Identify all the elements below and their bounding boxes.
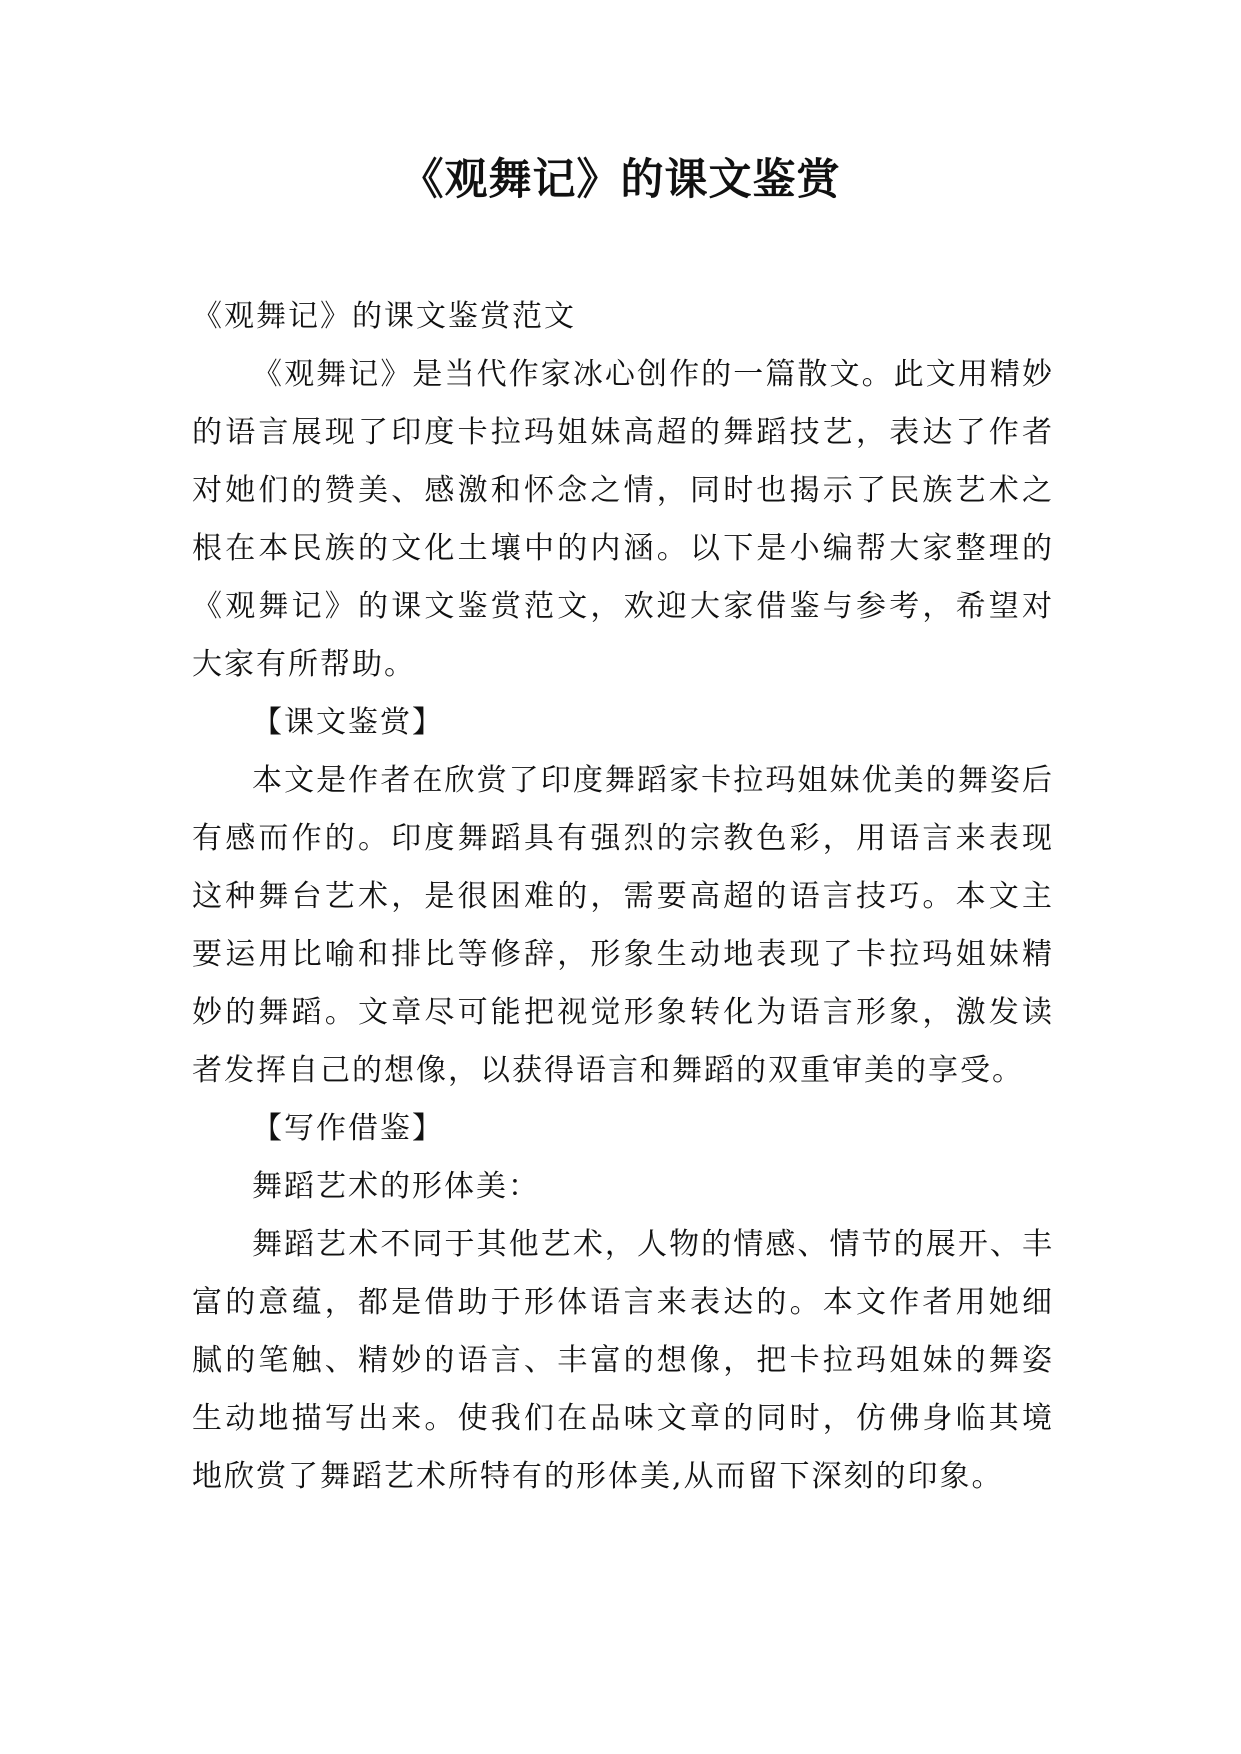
writing-subheading: 舞蹈艺术的形体美： [252, 1169, 540, 1204]
section-heading-writing: 【写作借鉴】 [252, 1111, 444, 1146]
intro-paragraph: 《观舞记》是当代作家冰心创作的一篇散文。此文用精妙的语言展现了印度卡拉玛姐妹高超的舞蹈技艺，表达了作者对她们的赞美、感激和怀念之情，同时也揭示了民族艺术之根在本民族的文化土壤中的内涵。以下是小编帮大家整理的《观舞记》的课文鉴赏范文，欢迎大家借鉴与参考，希望对大家有所帮助。 [192, 357, 1054, 682]
writing-paragraph: 舞蹈艺术不同于其他艺术，人物的情感、情节的展开、丰富的意蕴，都是借助于形体语言来表达的。本文作者用她细腻的笔触、精妙的语言、丰富的想像，把卡拉玛姐妹的舞姿生动地描写出来。使我们在品味文章的同时，仿佛身临其境地欣赏了舞蹈艺术所特有的形体美,从而留下深刻的印象。 [192, 1227, 1054, 1494]
document-subtitle: 《观舞记》的课文鉴赏范文 [192, 299, 576, 334]
section-heading-appreciation: 【课文鉴赏】 [252, 705, 444, 740]
document-title: 《观舞记》的课文鉴赏 [400, 155, 841, 205]
document-body [192, 288, 1054, 1506]
appreciation-paragraph: 本文是作者在欣赏了印度舞蹈家卡拉玛姐妹优美的舞姿后有感而作的。印度舞蹈具有强烈的宗教色彩，用语言来表现这种舞台艺术，是很困难的，需要高超的语言技巧。本文主要运用比喻和排比等修辞，形象生动地表现了卡拉玛姐妹精妙的舞蹈。文章尽可能把视觉形象转化为语言形象，激发读者发挥自己的想像，以获得语言和舞蹈的双重审美的享受。 [192, 763, 1054, 1088]
